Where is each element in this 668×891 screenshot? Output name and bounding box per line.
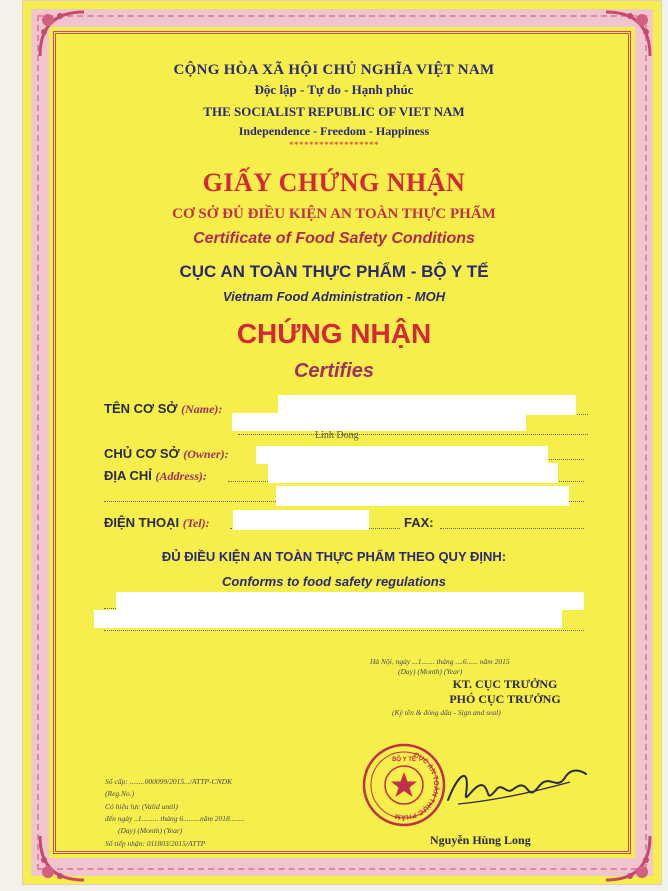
inner-border [53, 31, 631, 854]
motto-vi: Độc lập - Tự do - Hạnh phúc [254, 82, 414, 97]
field-address-label: ĐỊA CHỈ [104, 468, 152, 483]
scope-line-2 [104, 630, 584, 631]
redaction-box [278, 395, 576, 415]
signer-title-2: PHÓ CỤC TRƯỞNG [449, 692, 561, 706]
signer-name: Nguyễn Hùng Long [430, 833, 531, 847]
seal-ring-text: CỤC AN TOÀN THỰC PHẨM [394, 751, 440, 821]
corner-ornament-icon [34, 6, 90, 62]
field-phone-label: ĐIỆN THOẠI [104, 515, 180, 530]
issue-date-legend: (Day) (Month) (Year) [398, 667, 463, 676]
valid-until-label: Có hiệu lực (Valid until) [105, 802, 178, 811]
field-name-value: Linh Dong [315, 430, 359, 441]
certifies-heading-vi: CHỨNG NHẬN [236, 318, 432, 349]
field-phone-label-en: (Tel): [182, 516, 210, 530]
field-fax-label: FAX: [404, 515, 434, 530]
field-fax-line [440, 528, 584, 529]
corner-ornament-icon [600, 830, 656, 886]
certifies-heading-en: Certifies [293, 360, 375, 382]
redaction-box [268, 463, 558, 483]
field-name-line-2 [238, 434, 588, 435]
handwritten-signature [440, 760, 590, 820]
country-name-en: THE SOCIALIST REPUBLIC OF VIET NAM [203, 104, 465, 119]
sign-and-seal-note: (Ký tên & đóng dấu - Sign and seal) [392, 708, 501, 717]
seal-top-text: BỘ Y TẾ [392, 757, 416, 763]
redaction-box [276, 486, 569, 506]
redaction-box [116, 592, 584, 610]
agency-name-en: Vietnam Food Administration - MOH [222, 289, 446, 304]
motto-en: Independence - Freedom - Happiness [238, 124, 430, 138]
certificate-subtitle-en: Certificate of Food Safety Conditions [193, 230, 475, 247]
field-name-label-en: (Name): [181, 402, 223, 416]
registration-number: Số cấp: ........000099/2015.../ATTP-CNDK [105, 777, 233, 786]
corner-ornament-icon [34, 830, 90, 886]
conformity-statement-vi: ĐỦ ĐIỀU KIỆN AN TOÀN THỰC PHẨM THEO QUY ĐỊNH: [161, 549, 507, 564]
field-owner-label: CHỦ CƠ SỞ [104, 446, 180, 461]
redaction-box [94, 610, 562, 628]
certificate-subtitle-vi: CƠ SỞ ĐỦ ĐIỀU KIỆN AN TOÀN THỰC PHẨM [172, 206, 496, 222]
receipt-number: Số tiếp nhận: 011803/2015/ATTP [105, 839, 206, 848]
field-address-label-en: (Address): [155, 469, 207, 483]
corner-ornament-icon [600, 6, 656, 62]
field-name-label: TÊN CƠ SỞ [104, 401, 178, 416]
valid-date-legend: (Day) (Month) (Year) [118, 826, 183, 835]
field-owner-label-en: (Owner): [183, 447, 229, 461]
certificate-title: GIẤY CHỨNG NHẬN [202, 168, 466, 197]
conformity-statement-en: Conforms to food safety regulations [222, 574, 446, 589]
redaction-box [233, 510, 369, 530]
agency-name-vi: CỤC AN TOÀN THỰC PHẨM - BỘ Y TẾ [179, 262, 489, 281]
official-seal [362, 743, 446, 827]
registration-number-en: (Reg.No.) [105, 789, 135, 798]
country-name-vi: CỘNG HÒA XÃ HỘI CHỦ NGHĨA VIỆT NAM [173, 62, 495, 78]
redaction-box [256, 446, 548, 464]
redaction-box [232, 413, 526, 431]
signer-title-1: KT. CỤC TRƯỞNG [452, 677, 558, 691]
issue-place-date: Hà Nội, ngày ...1....... tháng ....6...... năm 2015 [370, 657, 510, 666]
valid-until-date: đến ngày ..1......... tháng 6.........năm 2018........ [105, 814, 245, 823]
star-divider: ****************** [289, 140, 379, 150]
